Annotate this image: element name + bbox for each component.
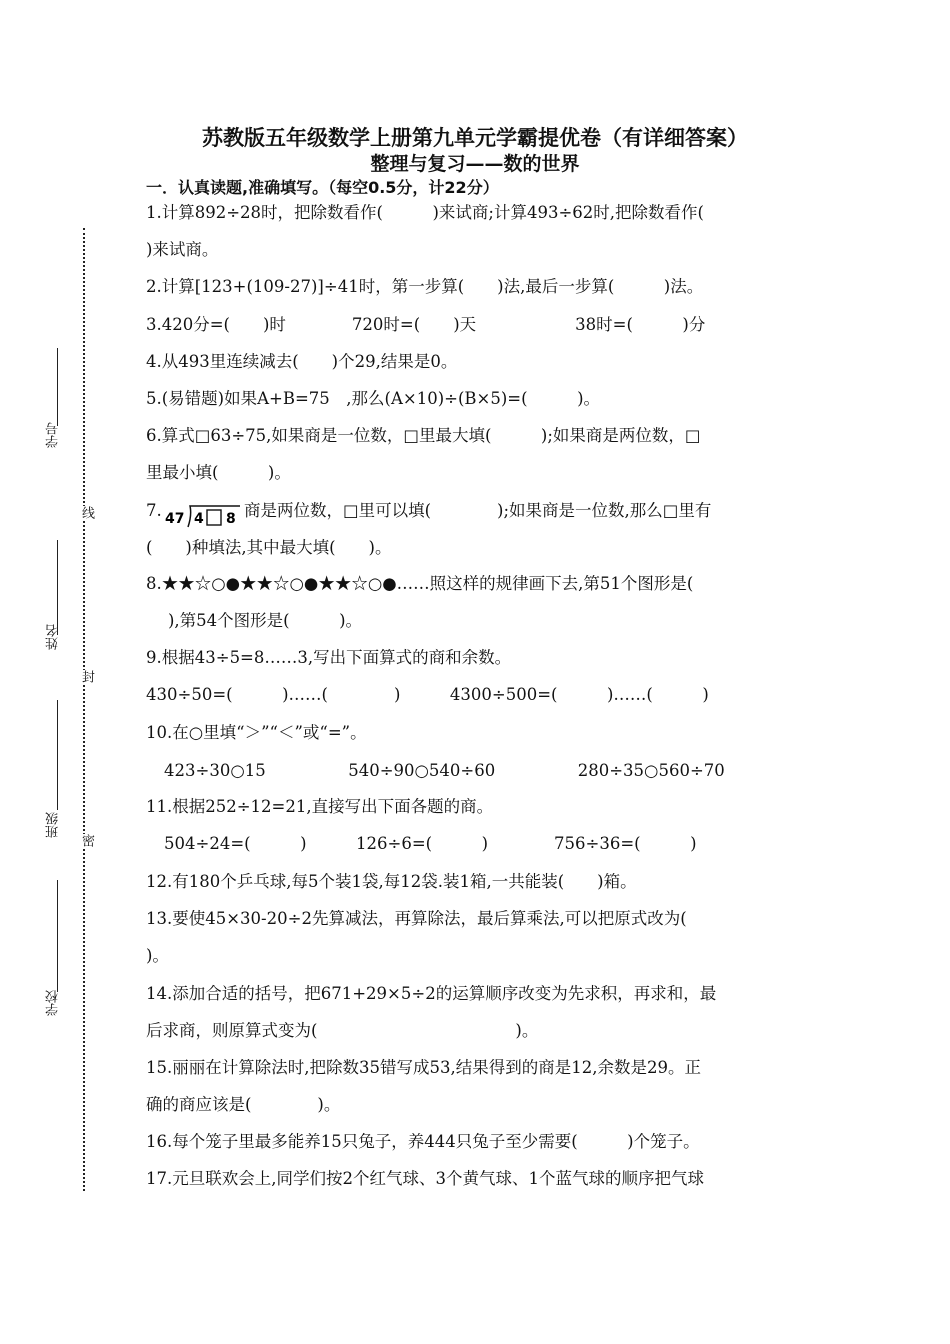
question-line: 13.要使45×30-20÷2先算减法，再算除法，最后算乘法,可以把原式改为( [146,909,687,928]
school-blank [57,880,58,992]
cut-label-mi: 密 [79,834,94,847]
question-line: 6.算式□63÷75,如果商是一位数，□里最大填( );如果商是两位数，□ [146,426,701,445]
cut-label-xian: 线 [79,506,94,519]
question-line: )。 [146,946,169,965]
class-label: 班级 [46,812,61,838]
binding-dotted-line [83,228,85,1191]
question-line: 3.420分=( )时 720时=( )天 38时=( )分 [146,315,706,334]
section-heading: 一．认真读题,准确填写。（每空0.5分，计22分） [146,178,499,197]
exam-subtitle: 整理与复习——数的世界 [370,153,580,175]
question-line: 14.添加合适的括号，把671+29×5÷2的运算顺序改变为先求积，再求和，最 [146,984,717,1003]
student-no-label: 学号 [46,422,61,448]
question-line: 15.丽丽在计算除法时,把除数35错写成53,结果得到的商是12,余数是29。正 [146,1058,701,1077]
question-line: 504÷24=( ) 126÷6=( ) 756÷36=( ) [164,834,697,853]
name-blank [57,540,58,635]
question-line: 423÷30○15 540÷90○540÷60 280÷35○560÷70 [164,761,725,780]
division-divisor: 47 [165,511,185,527]
name-label: 姓名 [46,624,61,650]
division-dividend-right: 8 [226,511,236,527]
question-7-number: 7. [146,501,162,520]
question-line: 4.从493里连续减去( )个29,结果是0。 [146,352,458,371]
division-blank-box [207,510,221,525]
question-line: 17.元旦联欢会上,同学们按2个红气球、3个黄气球、1个蓝气球的顺序把气球 [146,1169,704,1188]
question-line: 商是两位数，□里可以填( );如果商是一位数,那么□里有 [244,501,712,520]
question-line: 1.计算892÷28时，把除数看作( )来试商;计算493÷62时,把除数看作( [146,203,704,222]
student-no-blank [57,348,58,426]
question-line: ),第54个图形是( )。 [168,611,363,630]
class-blank [57,700,58,810]
question-line: )来试商。 [146,240,219,259]
question-line: 11.根据252÷12=21,直接写出下面各题的商。 [146,797,494,816]
question-line: 后求商，则原算式变为( )。 [146,1021,539,1040]
question-line: 9.根据43÷5=8……3,写出下面算式的商和余数。 [146,648,512,667]
cut-label-feng: 封 [79,670,94,683]
question-line: 12.有180个乒乓球,每5个装1袋,每12袋.装1箱,一共能装( )箱。 [146,872,637,891]
division-dividend-left: 4 [194,511,204,527]
question-line: 8.★★☆○●★★☆○●★★☆○●……照这样的规律画下去,第51个图形是( [146,574,694,593]
question-line: 5.(易错题)如果A+B=75 ,那么(A×10)÷(B×5)=( )。 [146,389,601,408]
school-label: 学校 [46,990,61,1016]
question-line: 2.计算[123+(109-27)]÷41时，第一步算( )法,最后一步算( )法。 [146,277,704,296]
question-line: 里最小填( )。 [146,463,291,482]
question-line: 16.每个笼子里最多能养15只兔子，养444只兔子至少需要( )个笼子。 [146,1132,700,1151]
question-line: ( )种填法,其中最大填( )。 [146,538,392,557]
long-division-figure [164,503,244,529]
question-line: 10.在○里填“＞”“＜”或“=”。 [146,723,367,742]
question-line: 430÷50=( )……( ) 4300÷500=( )……( ) [146,685,709,704]
question-line: 确的商应该是( )。 [146,1095,341,1114]
exam-title: 苏教版五年级数学上册第九单元学霸提优卷（有详细答案） [202,126,748,150]
